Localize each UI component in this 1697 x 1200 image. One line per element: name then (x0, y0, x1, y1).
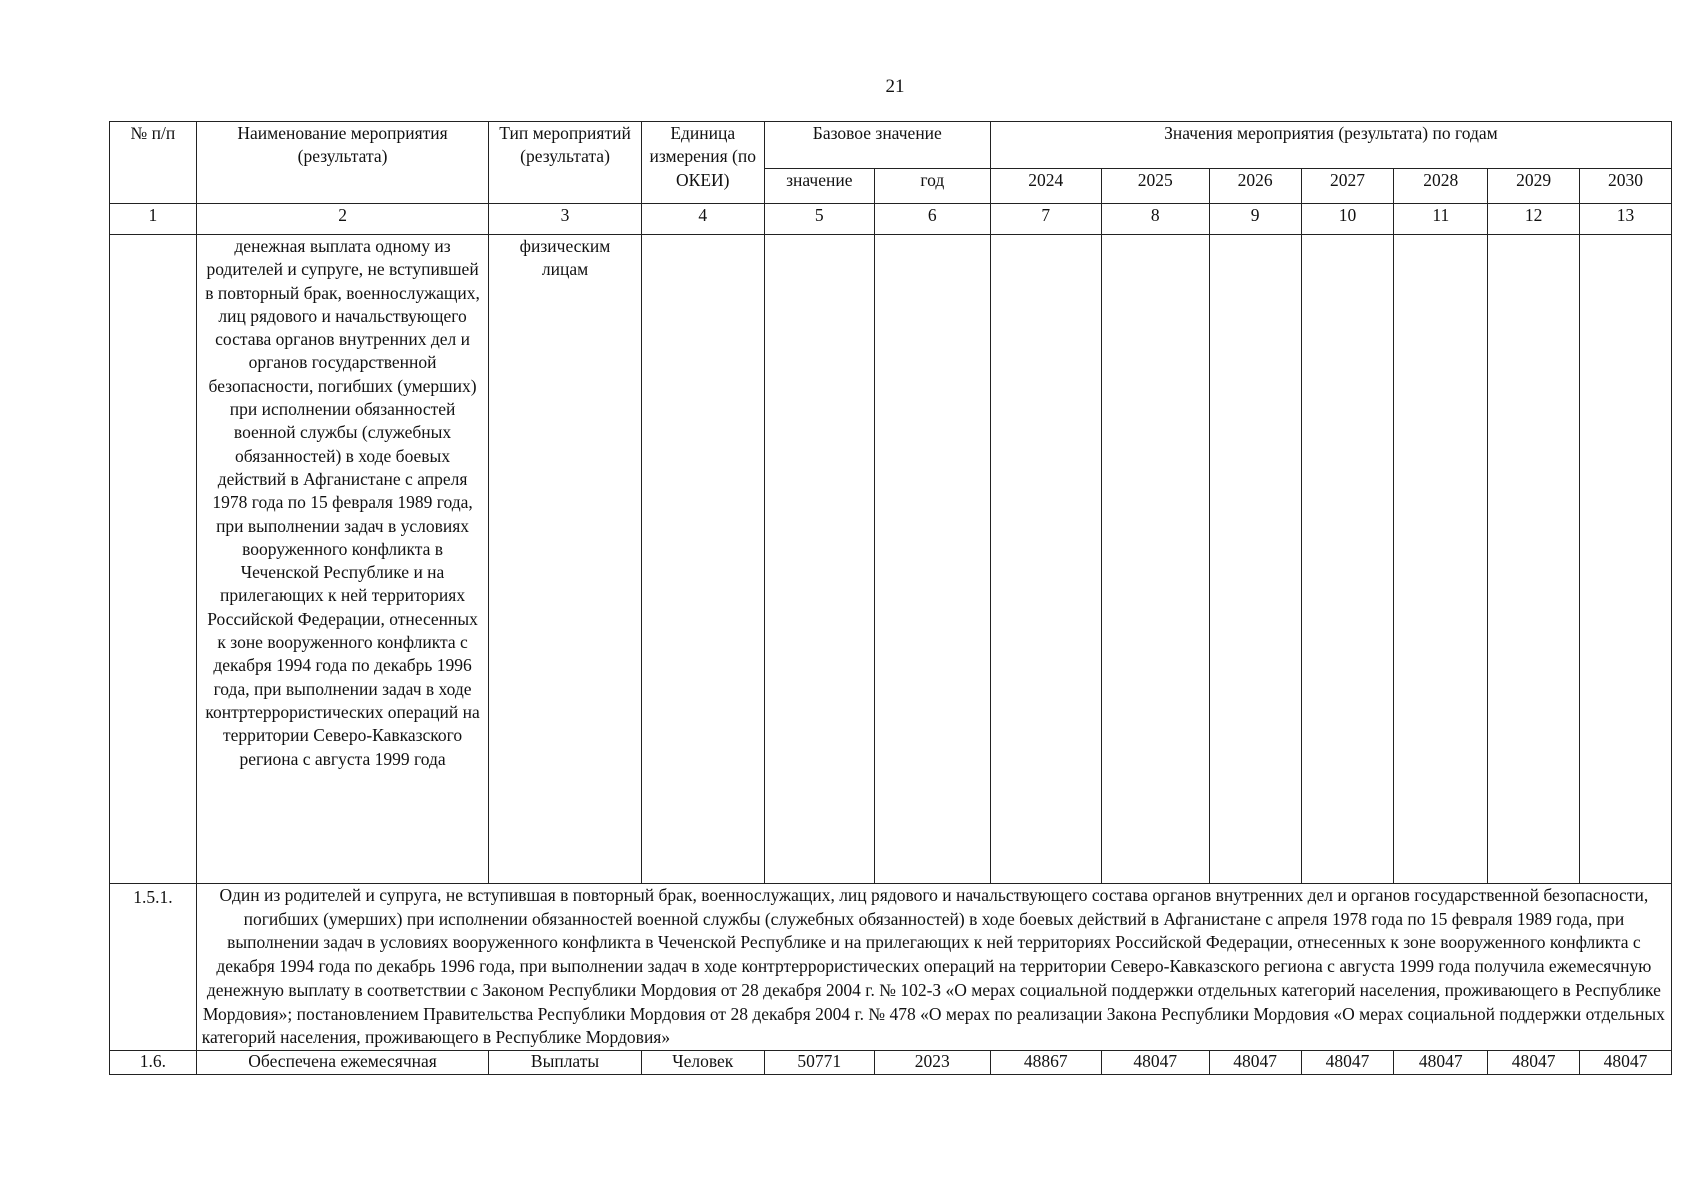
header-base-year: год (874, 169, 990, 204)
row-type: Выплаты (489, 1050, 641, 1074)
header-base: Базовое значение (764, 122, 990, 169)
header-year-cell: 2029 (1488, 169, 1580, 204)
column-number: 12 (1488, 204, 1580, 235)
row-year-value (1488, 235, 1580, 884)
header-year-cell: 2027 (1301, 169, 1394, 204)
row-base-year: 2023 (874, 1050, 990, 1074)
row-year-value: 48047 (1301, 1050, 1394, 1074)
column-number: 11 (1394, 204, 1488, 235)
measures-table (109, 121, 1672, 1075)
row-year-value (1209, 235, 1301, 884)
header-num: № п/п (110, 122, 197, 204)
row-base-value (764, 235, 874, 884)
header-year-cell: 2024 (990, 169, 1101, 204)
column-number: 7 (990, 204, 1101, 235)
row-year-value: 48047 (1394, 1050, 1488, 1074)
header-unit: Единица измерения (по ОКЕИ) (641, 122, 764, 204)
column-number: 2 (196, 204, 489, 235)
page-number: 21 (885, 76, 905, 97)
row-unit: Человек (641, 1050, 764, 1074)
header-year-cell: 2026 (1209, 169, 1301, 204)
table-row (110, 1050, 1672, 1074)
row-year-value: 48047 (1488, 1050, 1580, 1074)
row-year-value: 48047 (1101, 1050, 1209, 1074)
header-year-cell: 2030 (1580, 169, 1672, 204)
column-number: 10 (1301, 204, 1394, 235)
column-number: 13 (1580, 204, 1672, 235)
row-num: 1.5.1. (110, 884, 197, 1051)
row-year-value (1301, 235, 1394, 884)
row-year-value: 48047 (1580, 1050, 1672, 1074)
row-num (110, 235, 197, 884)
row-year-value: 48047 (1209, 1050, 1301, 1074)
column-number: 1 (110, 204, 197, 235)
row-name: Обеспечена ежемесячная (196, 1050, 489, 1074)
column-number: 9 (1209, 204, 1301, 235)
row-base-year (874, 235, 990, 884)
row-unit (641, 235, 764, 884)
row-year-value (1394, 235, 1488, 884)
row-year-value (1580, 235, 1672, 884)
row-year-value: 48867 (990, 1050, 1101, 1074)
header-year-cell: 2025 (1101, 169, 1209, 204)
column-number: 4 (641, 204, 764, 235)
column-number: 6 (874, 204, 990, 235)
column-number: 5 (764, 204, 874, 235)
header-name: Наименование мероприятия (результата) (196, 122, 489, 204)
header-base-value: значение (764, 169, 874, 204)
row-type: физическим лицам (489, 235, 641, 884)
header-years: Значения мероприятия (результата) по годам (990, 122, 1671, 169)
row-name: денежная выплата одному из родителей и супруге, не вступившей в повторный брак, военнослужащих, лиц рядового и начальствующего состава органов внутренних дел и органов государственной безопасности, погибших (умерших) при исполнении обязанностей военной службы (служебных обязанностей) в ходе боевых действий в Афганистане с апреля 1978 года по 15 февраля 1989 года, при выполнении задач в условиях вооруженного конфликта в Чеченской Республике и на прилегающих к ней территориях Российской Федерации, отнесенных к зоне вооруженного конфликта с декабря 1994 года по декабрь 1996 года, при выполнении задач в ходе контртеррористических операций на территории Северо-Кавказского региона с августа 1999 года (196, 235, 489, 884)
table-row (110, 884, 1672, 1051)
column-number: 3 (489, 204, 641, 235)
row-num: 1.6. (110, 1050, 197, 1074)
column-number-row (110, 204, 1672, 235)
header-type: Тип мероприятий (результата) (489, 122, 641, 204)
row-year-value (990, 235, 1101, 884)
column-number: 8 (1101, 204, 1209, 235)
row-base-value: 50771 (764, 1050, 874, 1074)
row-description: Один из родителей и супруга, не вступившая в повторный брак, военнослужащих, лиц рядового и начальствующего состава органов внутренних дел и органов государственной безопасности, погибших (умерших) при исполнении обязанностей военной службы (служебных обязанностей) в ходе боевых действий в Афганистане с апреля 1978 года по 15 февраля 1989 года, при выполнении задач в условиях вооруженного конфликта в Чеченской Республике и на прилегающих к ней территориях Российской Федерации, отнесенных к зоне вооруженного конфликта с декабря 1994 года по декабрь 1996 года, при выполнении задач в ходе контртеррористических операций на территории Северо-Кавказского региона с августа 1999 года получила ежемесячную денежную выплату в соответствии с Законом Республики Мордовия от 28 декабря 2004 г. № 102-З «О мерах социальной поддержки отдельных категорий населения, проживающего в Республике Мордовия»; постановлением Правительства Республики Мордовия от 28 декабря 2004 г. № 478 «О мерах по реализации Закона Республики Мордовия «О мерах социальной поддержки отдельных категорий населения, проживающего в Республике Мордовия» (196, 884, 1671, 1051)
header-year-cell: 2028 (1394, 169, 1488, 204)
header-row (110, 122, 1672, 169)
table-row (110, 235, 1672, 884)
row-year-value (1101, 235, 1209, 884)
